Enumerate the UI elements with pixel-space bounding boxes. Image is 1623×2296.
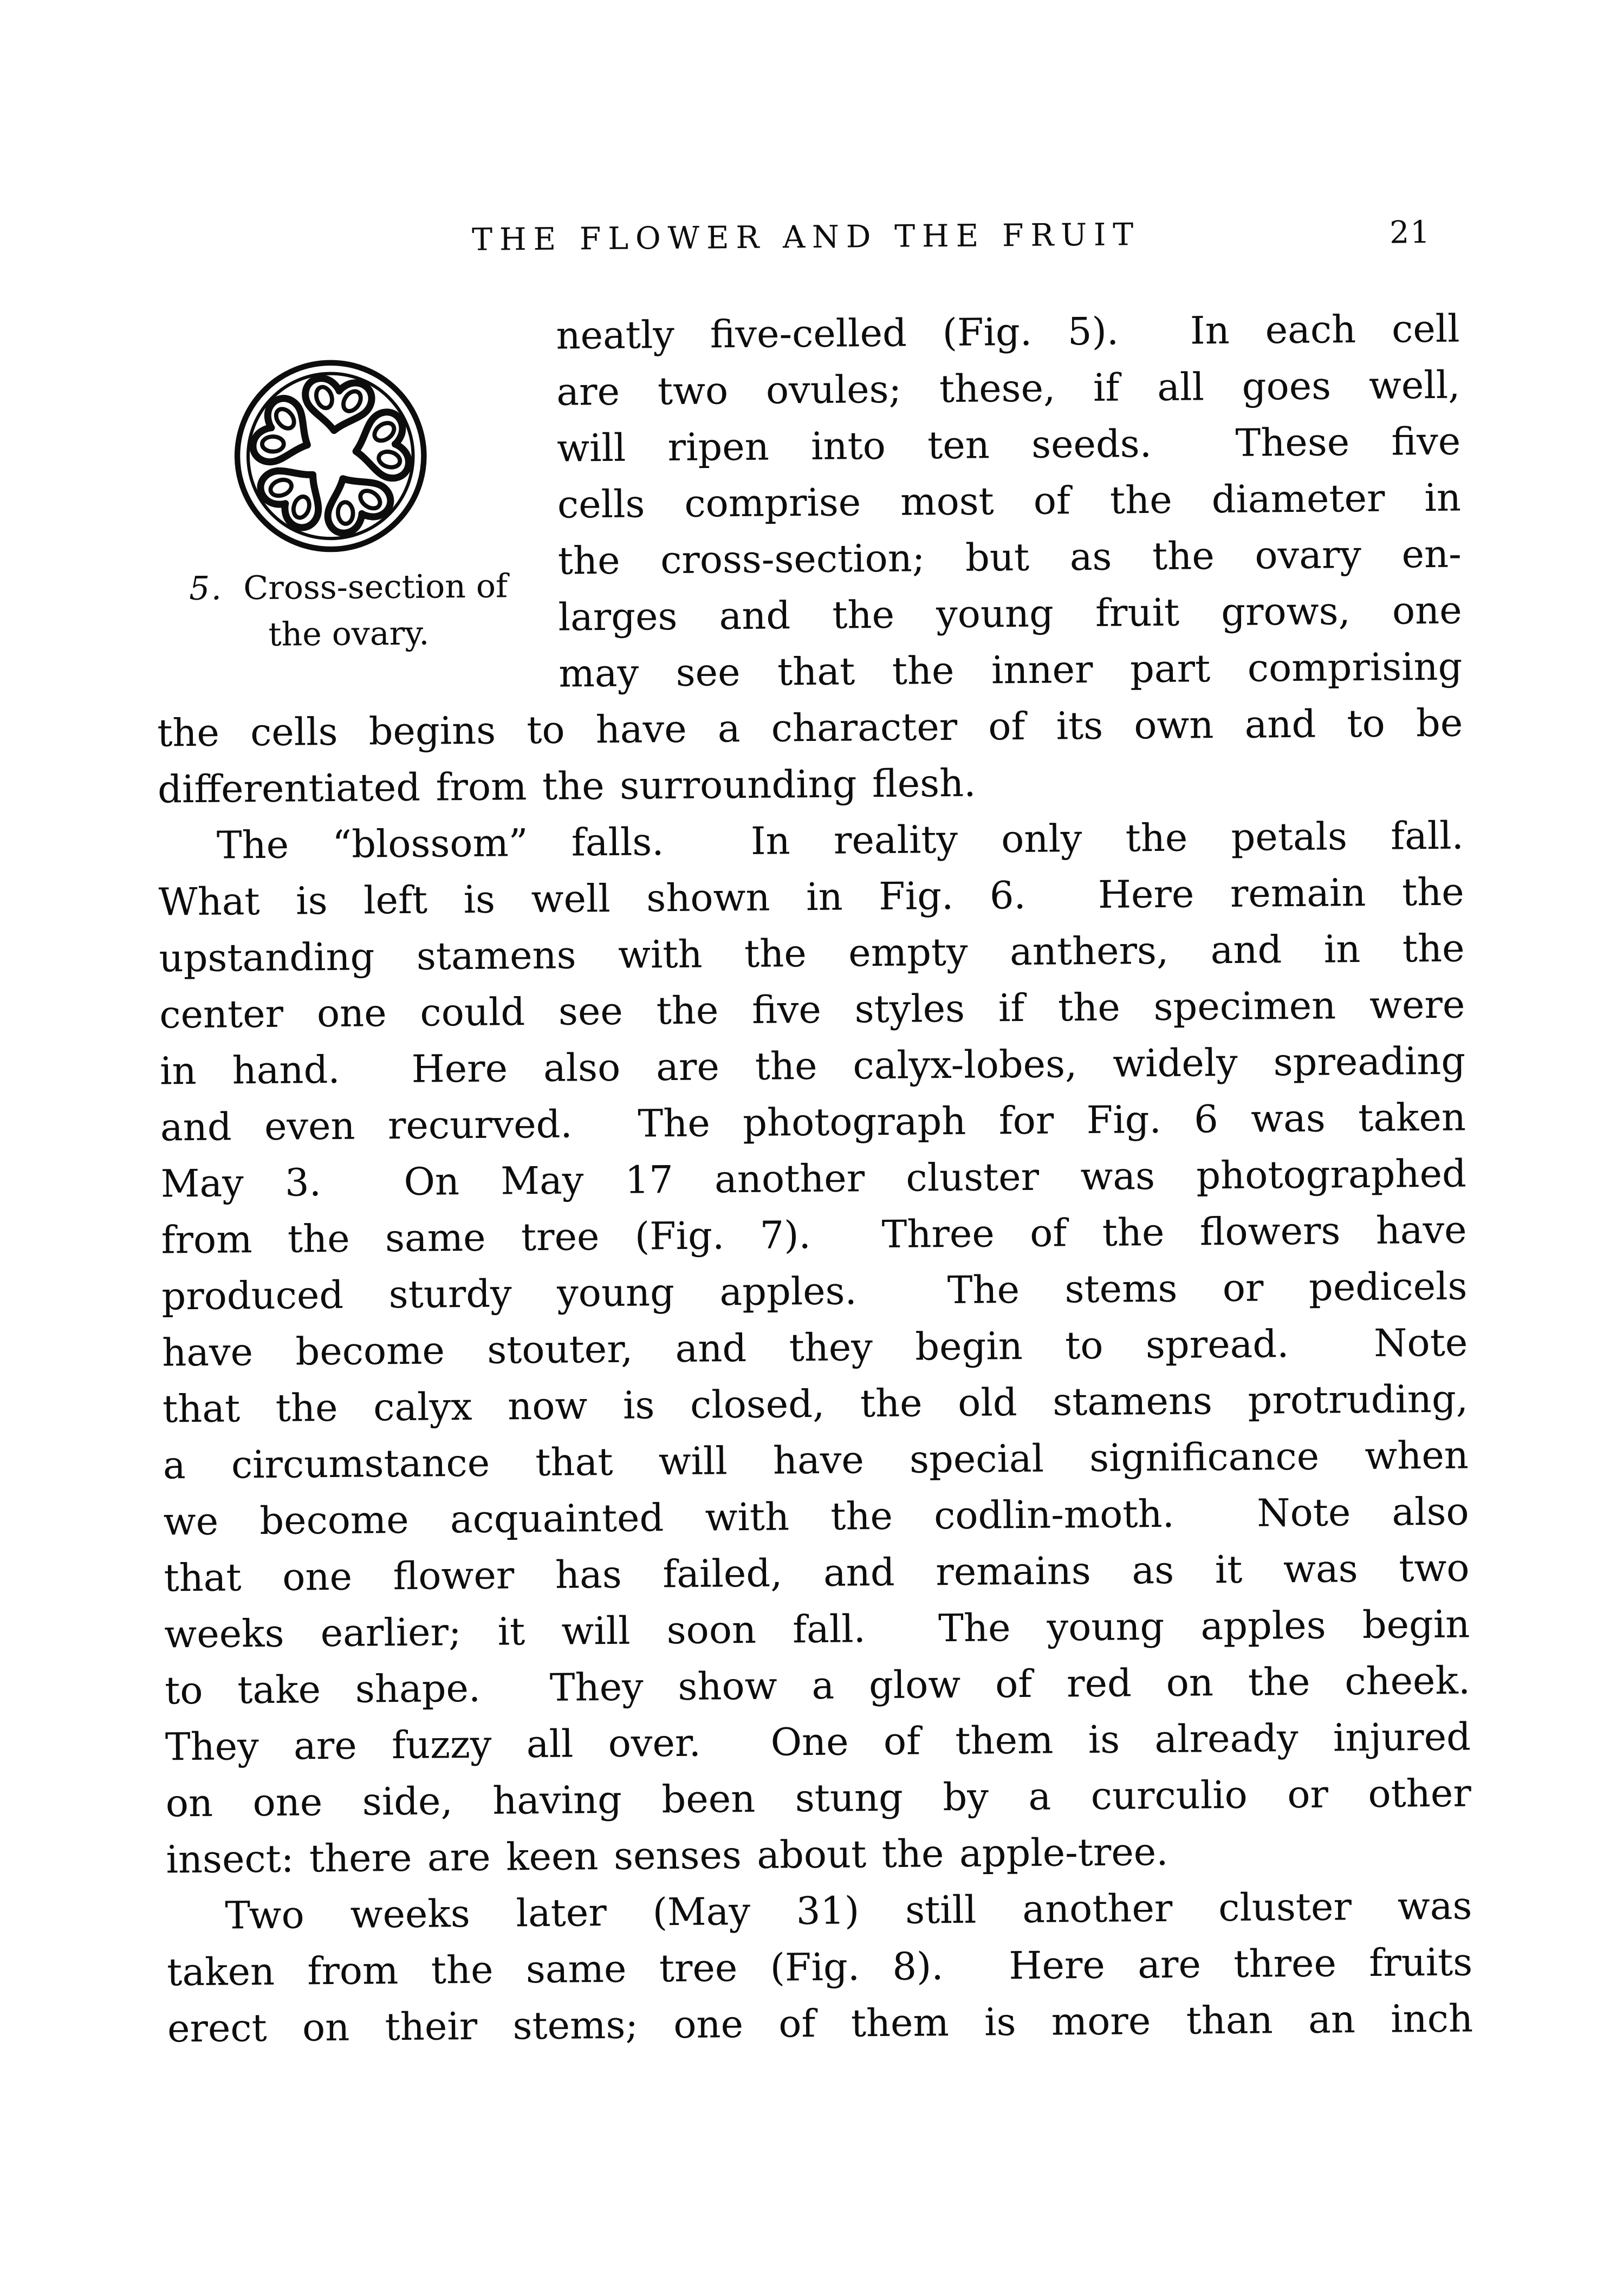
text-line: in hand. Here also are the calyx-lobes, widely spreading	[159, 1038, 1466, 1094]
text-line: upstanding stamens with the empty anthers, and in the	[159, 926, 1465, 981]
ovary-cross-section-drawing	[229, 354, 432, 557]
figure-5	[154, 354, 541, 659]
text-line: neatly five-celled (Fig. 5). In each cell	[556, 306, 1460, 358]
text-line: the cells begins to have a character of its own and to be	[157, 700, 1463, 756]
running-title: THE FLOWER AND THE FRUIT	[471, 217, 1141, 258]
text-line: that one flower has failed, and remains as it was two	[164, 1545, 1470, 1601]
text-line: weeks earlier; it will soon fall. The young apples begin	[164, 1602, 1470, 1657]
text-line: differentiated from the surrounding flesh.	[157, 760, 976, 812]
text-line: They are fuzzy all over. One of them is already injured	[165, 1714, 1471, 1770]
text-line: the cross-section; but as the ovary en-	[557, 531, 1462, 583]
text-line: a circumstance that will have special significance when	[163, 1433, 1469, 1488]
text-line: that the calyx now is closed, the old stamens protruding,	[162, 1376, 1469, 1432]
text-line: cells comprise most of the diameter in	[557, 475, 1462, 527]
text-line: erect on their stems; one of them is more than an inch	[167, 1996, 1473, 2051]
text-line: to take shape. They show a glow of red on the cheek.	[164, 1658, 1471, 1713]
page-body	[154, 301, 1473, 2057]
text-line: May 3. On May 17 another cluster was photographed	[160, 1151, 1467, 1206]
paragraph-3	[166, 1877, 1473, 2057]
text-line: are two ovules; these, if all goes well,	[556, 362, 1460, 414]
figure-caption-line	[157, 609, 542, 659]
figure-caption-text: Cross-section of	[243, 567, 508, 608]
page-number: 21	[1389, 214, 1431, 251]
text-line: insect: there are keen senses about the apple-tree.	[166, 1829, 1168, 1882]
text-line: Two weeks later (May 31) still another cluster was	[225, 1883, 1472, 1938]
paragraph-2	[158, 808, 1472, 1888]
page-content	[152, 0, 1473, 2057]
figure-caption-line	[156, 563, 541, 613]
text-line: from the same tree (Fig. 7). Three of the flowers have	[161, 1207, 1467, 1263]
figure-caption	[156, 563, 541, 659]
text-line: will ripen into ten seeds. These five	[556, 419, 1461, 471]
text-line: and even recurved. The photograph for Fig. 6 was taken	[160, 1095, 1466, 1150]
text-line: taken from the same tree (Fig. 8). Here are three fruits	[166, 1940, 1473, 1995]
figure-number: 5.	[189, 569, 223, 608]
figure-caption-text: the ovary.	[268, 614, 430, 654]
text-line: on one side, having been stung by a curculio or other	[165, 1771, 1472, 1826]
text-line: may see that the inner part comprising	[559, 644, 1463, 696]
text-line: The “blossom” falls. In reality only the petals fall.	[216, 813, 1464, 868]
text-line: produced sturdy young apples. The stems or pedicels	[161, 1264, 1468, 1319]
text-line: What is left is well shown in Fig. 6. Here remain the	[158, 869, 1464, 925]
text-line: we become acquainted with the codlin-moth. Note also	[163, 1489, 1469, 1544]
page-header	[153, 211, 1459, 264]
text-line: have become stouter, and they begin to spread. Note	[161, 1320, 1468, 1375]
text-line: center one could see the five styles if the specimen were	[159, 982, 1465, 1037]
text-line: larges and the young fruit grows, one	[558, 588, 1462, 640]
